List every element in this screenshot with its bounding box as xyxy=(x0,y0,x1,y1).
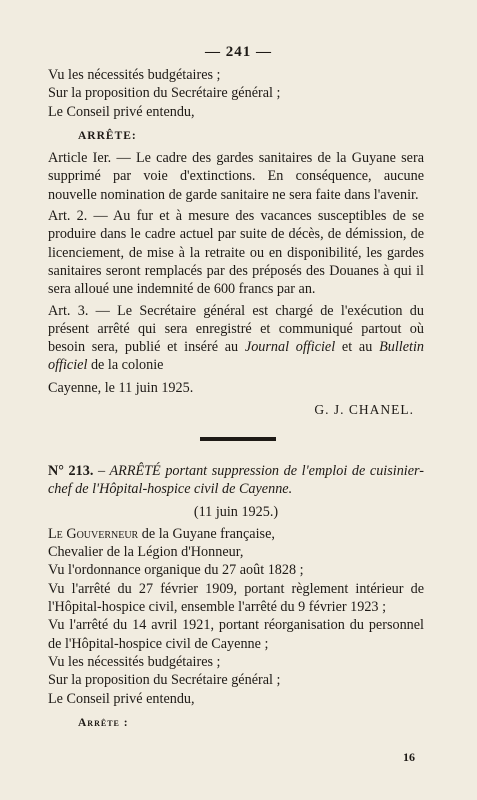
article-2: Art. 2. — Au fur et à mesure des vacances susceptibles de se produire dans le cadre actuel par suite de décès, de démission, de licenciement, de mise à la retraite ou en disponibilité, les gardes sanitaires seront remplacés par des préposés des Douanes à qui il sera alloué une indemnité de 600 francs par an. xyxy=(48,208,424,298)
visa-budget: Vu les nécessités budgétaires ; xyxy=(48,67,221,83)
second-decree xyxy=(48,462,424,732)
article-3: Art. 3. — Le Secrétaire général est chargé de l'exécution du présent arrêté qui sera enregistré et communiqué partout où besoin sera, publié et inséré au Journal officiel et au Bulletin officiel de la colonie xyxy=(48,302,424,374)
article-1: Article Ier. — Le cadre des gardes sanitaires de la Guyane sera supprimé par voie d'extinctions. En conséquence, aucune nouvelle nomination de garde sanitaire ne sera faite dans l'avenir. xyxy=(48,150,424,203)
signature: G. J. CHANEL. xyxy=(314,402,414,418)
bulletin-officiel: Bulletin officiel xyxy=(48,339,424,374)
decree-date: Cayenne, le 11 juin 1925. xyxy=(48,379,194,396)
decree-title: N° 213. – ARRÊTÉ portant suppression de l'emploi de cuisinier-chef de l'Hôpital-hospice civil de Cayenne. xyxy=(48,463,424,498)
visa-proposal: Sur la proposition du Secrétaire général ; xyxy=(48,85,281,102)
section-divider xyxy=(200,437,276,441)
arrete-heading-2: Arrête : xyxy=(78,716,129,729)
first-decree-ending xyxy=(48,66,424,419)
visa-council: Le Conseil privé entendu, xyxy=(48,103,195,120)
decree-number: N° 213. xyxy=(48,463,94,479)
necessites-line: Vu les nécessités budgétaires ; xyxy=(48,653,221,670)
governor-line: Le Gouverneur de la Guyane française, xyxy=(48,525,275,542)
arrete-1921-line: Vu l'arrêté du 14 avril 1921, portant réorganisation du personnel de l'Hôpital-hospice civil de Cayenne ; xyxy=(48,617,424,652)
journal-officiel: Journal officiel xyxy=(244,339,336,356)
decree-date-2: (11 juin 1925.) xyxy=(193,503,279,520)
arrete-1909-line: Vu l'arrêté du 27 février 1909, portant règlement intérieur de l'Hôpital-hospice civil, ensemble l'arrêté du 9 février 1923 ; xyxy=(48,580,424,616)
page-number: — 241 — xyxy=(205,44,272,60)
proposition-line: Sur la proposition du Secrétaire général ; xyxy=(48,672,281,689)
conseil-line: Le Conseil privé entendu, xyxy=(48,690,195,707)
arrete-heading: ARRÊTE: xyxy=(78,129,137,142)
ordonnance-line: Vu l'ordonnance organique du 27 août 1828 ; xyxy=(48,562,304,579)
signature-mark: 16 xyxy=(403,750,415,764)
chevalier-line: Chevalier de la Légion d'Honneur, xyxy=(48,544,244,561)
